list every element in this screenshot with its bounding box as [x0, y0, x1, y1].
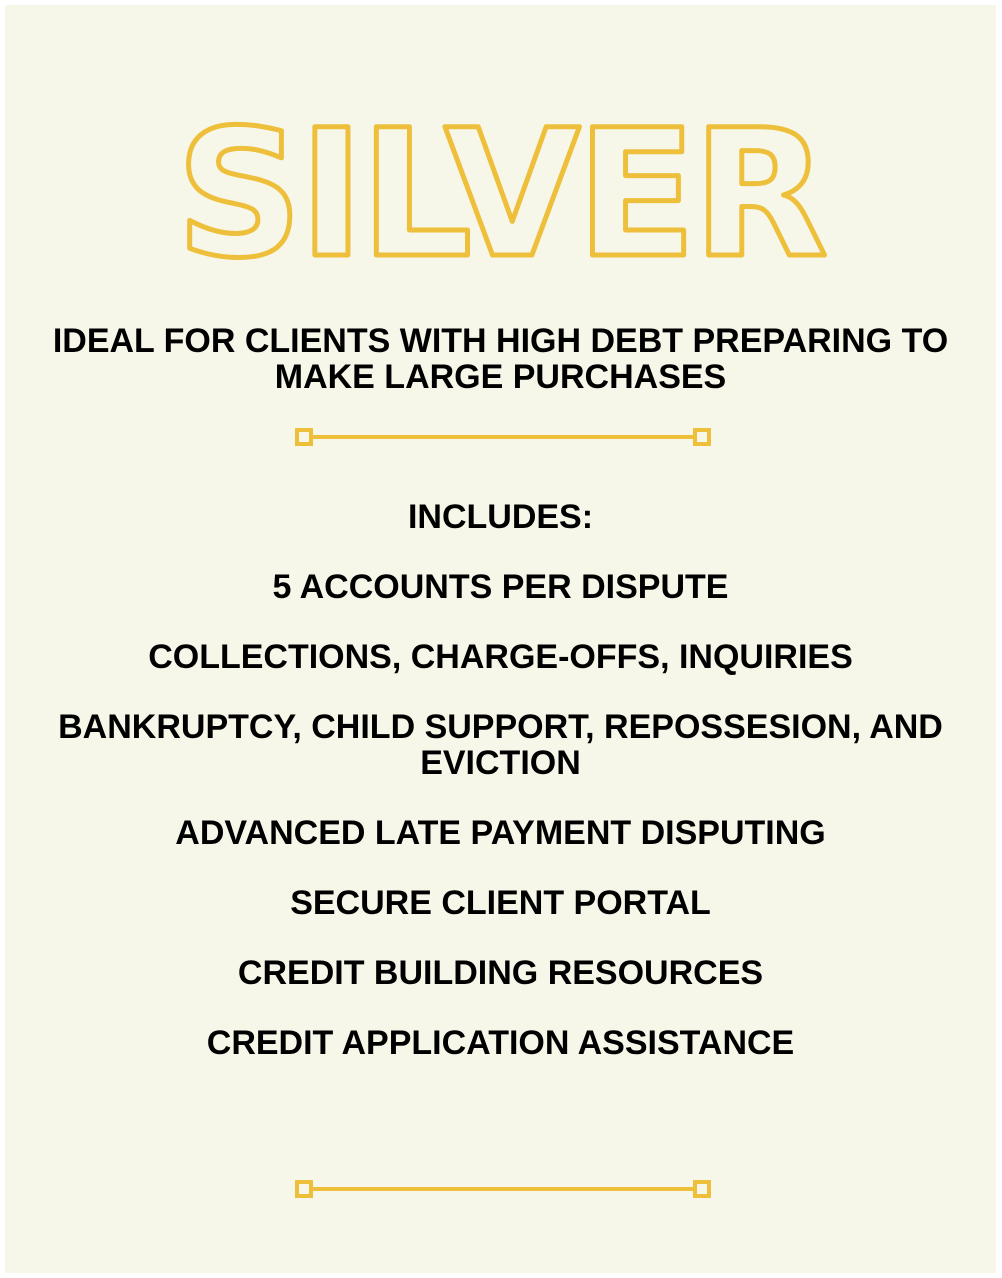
plan-title: SILVER [175, 105, 825, 280]
plan-title-outline [5, 105, 996, 280]
feature-item: BANKRUPTCY, CHILD SUPPORT, REPOSSESION, AND [58, 708, 943, 746]
top-divider [293, 426, 713, 448]
feature-item: CREDIT BUILDING RESOURCES [237, 954, 764, 992]
feature-item: 5 ACCOUNTS PER DISPUTE [272, 568, 729, 606]
feature-item: ADVANCED LATE PAYMENT DISPUTING [175, 814, 826, 852]
feature-item: CREDIT APPLICATION ASSISTANCE [206, 1024, 795, 1062]
plan-description-line-1: IDEAL FOR CLIENTS WITH HIGH DEBT PREPARING TO [52, 322, 949, 360]
plan-description-line-2: MAKE LARGE PURCHASES [274, 358, 727, 396]
feature-item: COLLECTIONS, CHARGE-OFFS, INQUIRIES [148, 638, 853, 676]
includes-heading: INCLUDES: [407, 498, 594, 536]
bottom-divider [293, 1178, 713, 1200]
silver-plan-card [5, 5, 996, 1273]
feature-item: SECURE CLIENT PORTAL [290, 884, 711, 922]
feature-item: EVICTION [420, 744, 581, 782]
